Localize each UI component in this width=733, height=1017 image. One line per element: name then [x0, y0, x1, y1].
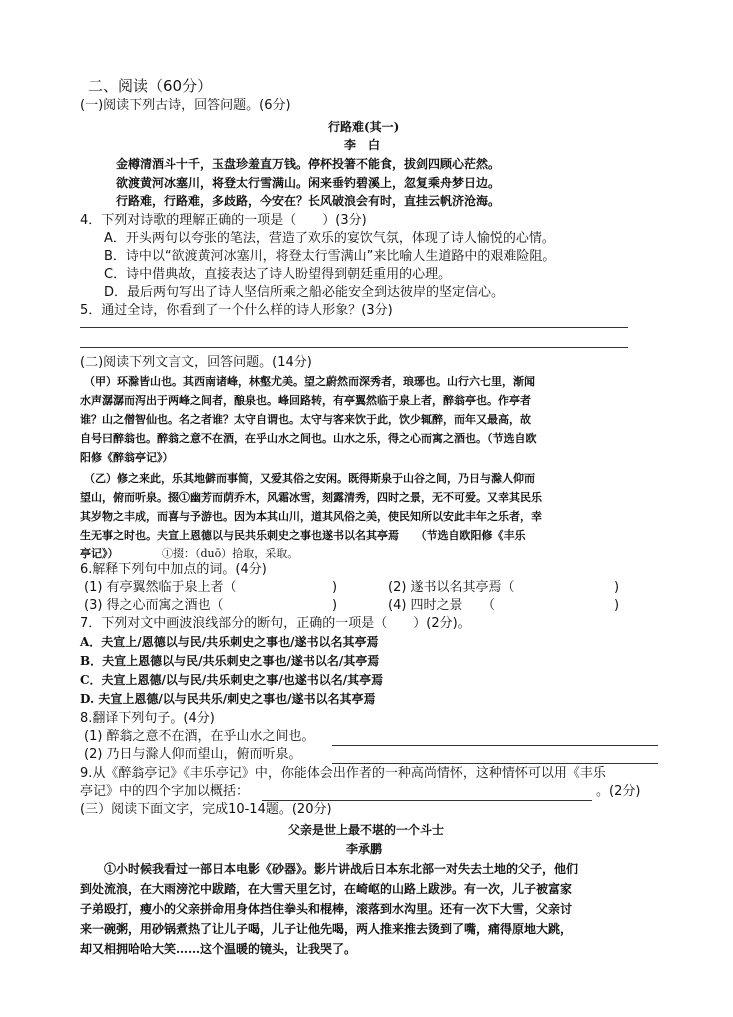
poem-line-3: 行路难，行路难，多歧路，今安在？长风破浪会有时，直挂云帆济沧海。	[116, 194, 501, 208]
article-line-1: ①小时候我看过一部日本电影《砂器》。影片讲战后日本东北部一对失去土地的父子，他们	[104, 862, 579, 876]
poem-title: 行路难(其一)	[328, 120, 400, 134]
answer-line-q8-1[interactable]	[332, 745, 658, 746]
q4-option-b: B．诗中以“欲渡黄河冰塞川，将登太行雪满山”来比喻人生道路中的艰难险阻。	[104, 249, 556, 264]
passage-a-line-4: 自号曰醉翁也。醉翁之意不在酒，在乎山水之间也。山水之乐，得之心而寓之酒也。（节选自欧	[80, 432, 537, 445]
q6-item-2: (2) 遂书以名其亭焉（	[388, 580, 515, 595]
question-7: 7．下列对文中画波浪线部分的断句，正确的一项是（ ）(2分)。	[80, 616, 471, 631]
question-6: 6.解释下列句中加点的词。(4分)	[80, 562, 267, 577]
part2-header: (二)阅读下列文言文，回答问题。(14分)	[80, 355, 312, 370]
question-5: 5．通过全诗，你看到了一个什么样的诗人形象？(3分)	[80, 303, 393, 318]
question-4: 4．下列对诗歌的理解正确的一项是（ ）(3分)	[80, 213, 367, 228]
q7-option-c: C．夫宣上恩德/以与民/共乐刺史之事/也遂书以名/其亭焉	[80, 673, 384, 687]
question-8: 8.翻译下列句子。(4分)	[80, 711, 215, 726]
section-title: 二、阅读（60分）	[88, 77, 213, 95]
article-title: 父亲是世上最不堪的一个斗士	[288, 823, 445, 837]
passage-b-line-1: （乙）修之来此，乐其地僻而事简，又爱其俗之安闲。既得斯泉于山谷之间，乃日与滁人仰而	[84, 472, 535, 485]
q7-option-b: B．夫宣上恩德以与民/共乐刺史之事也/遂书以名/其亭焉	[80, 654, 380, 668]
question-9-line-1: 9.从《醉翁亭记》《丰乐亭记》中，你能体会出作者的一种高尚情怀，这种情怀可以用《丰乐	[80, 766, 606, 781]
passage-b-line-2: 望山，俯而听泉。掇①幽芳而荫乔木，风霜冰雪，刻露清秀，四时之景，无不可爱。又幸其民乐	[80, 491, 542, 504]
q6-item-2-close: )	[614, 580, 620, 595]
answer-line-q5-1[interactable]	[80, 327, 628, 328]
q6-item-1-close: )	[332, 580, 338, 595]
question-9-line-2: 亭记》中的四个字加以概括：	[80, 784, 250, 799]
q4-option-c: C．诗中借典故，直接表达了诗人盼望得到朝廷重用的心理。	[104, 267, 452, 282]
q6-item-1: (1) 有亭翼然临于泉上者（	[84, 580, 237, 595]
q6-item-3: (3) 得之心而寓之酒也（	[84, 598, 224, 613]
article-line-3: 子弟殴打，瘦小的父亲拼命用身体挡住拳头和棍棒，滚落到水沟里。还有一次下大雪，父亲讨	[80, 902, 573, 916]
q8-item-1: (1) 醉翁之意不在酒，在乎山水之间也。	[84, 729, 315, 744]
q7-option-a: A．夫宣上/恩德以与民/共乐刺史之事也/遂书以名其亭焉	[80, 635, 379, 649]
passage-a-line-5: 阳修《醉翁亭记》）	[80, 451, 174, 464]
passage-b-line-5: 亭记》）	[80, 547, 119, 560]
poem-line-2: 欲渡黄河冰塞川，将登太行雪满山。闲来垂钓碧溪上，忽复乘舟梦日边。	[116, 176, 501, 190]
answer-line-q5-2[interactable]	[80, 347, 628, 348]
q7-option-d: D. 夫宣上恩德/以与民共乐/刺史之事也/遂书以名其亭焉	[80, 692, 376, 706]
question-9-points: 。(2分)	[596, 784, 641, 799]
q6-item-4: (4) 四时之景 （	[388, 598, 496, 613]
part3-header: (三）阅读下面文字，完成10-14题。(20分)	[80, 802, 332, 817]
poem-author: 李 白	[344, 138, 381, 152]
q4-option-d: D．最后两句写出了诗人坚信所乘之船必能安全到达彼岸的坚定信心。	[104, 285, 505, 300]
part1-header: (一)阅读下列古诗，回答问题。(6分)	[80, 98, 291, 113]
passage-a-line-3: 谁？山之僧智仙也。名之者谁？太守自谓也。太守与客来饮于此，饮少辄醉，而年又最高，故	[80, 413, 531, 426]
q8-item-2: (2) 乃日与滁人仰而望山，俯而听泉。	[84, 747, 302, 762]
passage-b-line-4: 生无事之时也。夫宣上恩德以与民共乐刺史之事也遂书以名其亭焉 （节选自欧阳修《丰乐	[80, 529, 526, 542]
passage-a-line-2: 水声潺潺而泻出于两峰之间者，酿泉也。峰回路转，有亭翼然临于泉上者，醉翁亭也。作亭者	[80, 394, 531, 407]
footnote: ①掇：（duō）拾取，采取。	[162, 547, 299, 560]
article-line-5: 却又相拥哈哈大笑……这个温暖的镜头，让我哭了。	[80, 942, 357, 956]
answer-line-q8-2[interactable]	[332, 763, 658, 764]
passage-a-line-1: （甲）环滁皆山也。其西南诸峰，林壑尤美。望之蔚然而深秀者，琅琊也。山行六七里，渐闻	[84, 375, 535, 388]
article-line-2: 到处流浪，在大雨滂沱中跋踏，在大雪天里乞讨，在崎岖的山路上跋涉。有一次，儿子被富家	[80, 882, 573, 896]
article-author: 李承鹏	[346, 842, 383, 856]
q6-item-3-close: )	[332, 598, 338, 613]
q6-item-4-close: )	[614, 598, 620, 613]
article-line-4: 来一碗粥，用砂锅煮热了让儿子喝，儿子让他先喝，两人推来推去烫到了嘴，痛得原地大跳，	[80, 922, 573, 936]
poem-line-1: 金樽清酒斗十千，玉盘珍羞直万钱。停杯投箸不能食，拔剑四顾心茫然。	[116, 157, 501, 171]
q4-option-a: A．开头两句以夸张的笔法，营造了欢乐的宴饮气氛，体现了诗人愉悦的心情。	[104, 231, 555, 246]
passage-b-line-3: 其岁物之丰成，而喜与予游也。因为本其山川，道其风俗之美，使民知所以安此丰年之乐者，幸	[80, 510, 542, 523]
answer-line-q9[interactable]	[262, 800, 592, 801]
